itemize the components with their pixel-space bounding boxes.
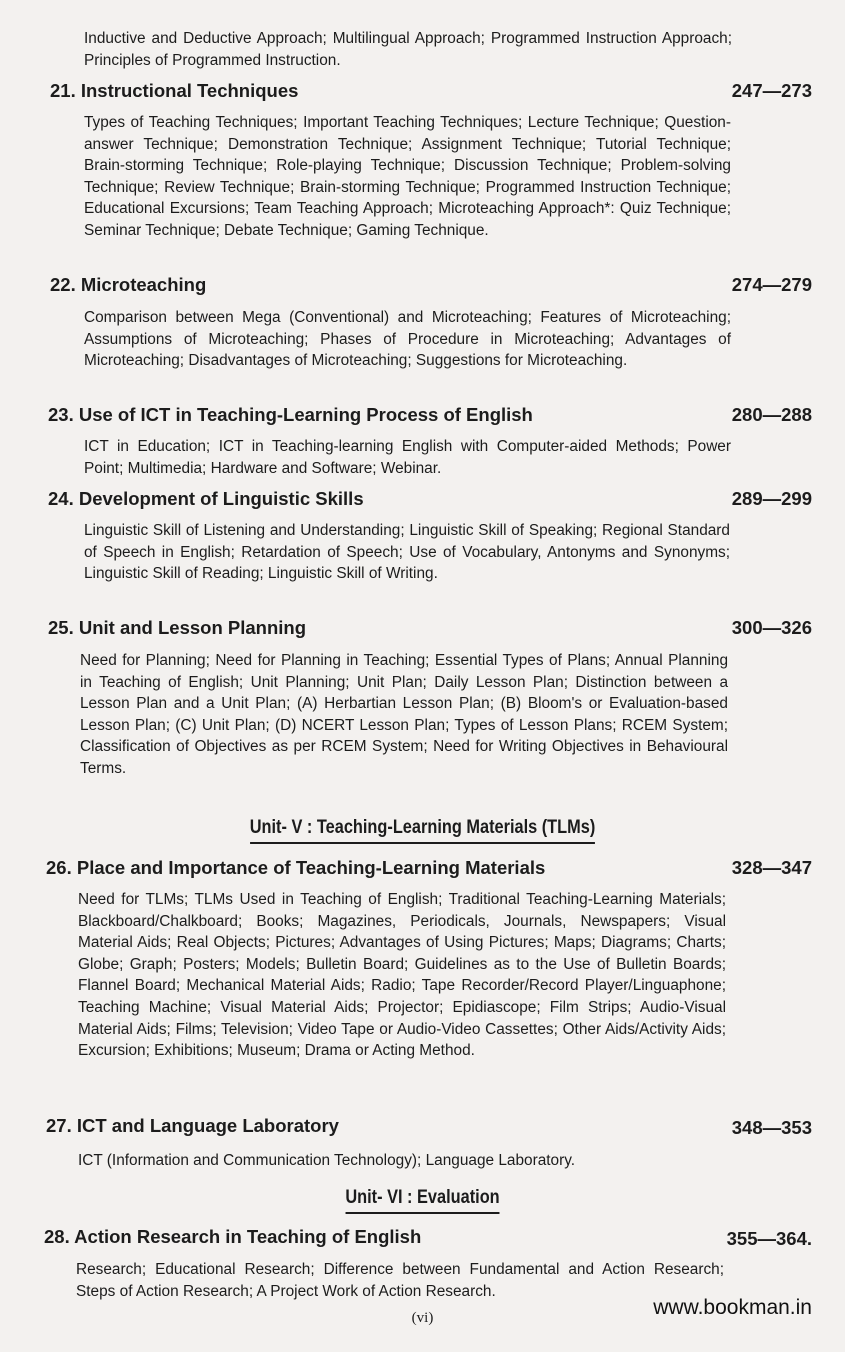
entry-28-pages: 355—364. <box>726 1228 812 1249</box>
entry-26-pages: 328—347 <box>731 857 812 878</box>
entry-22-description: Comparison between Mega (Conventional) and Microteaching; Features of Microteaching; Assumptions of Microteaching; Phases of Procedure in Microteaching; Advantages of Microteaching; Disadvantages of Microteaching; Suggestions for Microteaching. <box>84 309 731 370</box>
entry-28-title: 28. Action Research in Teaching of English <box>44 1226 422 1247</box>
unit-vi-heading <box>59 1186 786 1214</box>
entry-21-title: 21. Instructional Techniques <box>50 80 299 101</box>
entry-25-description: Need for Planning; Need for Planning in Teaching; Essential Types of Plans; Annual Planning in Teaching of English; Unit Planning; Unit Plan; Daily Lesson Plan; Distinction between a Lesson Plan and a Unit Plan; (A) Herbartian Lesson Plan; (B) Bloom's or Evaluation-based Lesson Plan; (C) Unit Plan; (D) NCERT Lesson Plan; Types of Lesson Plans; RCEM System; Classification of Objectives as per RCEM System; Need for Writing Objectives in Behavioural Terms. <box>80 652 728 777</box>
entry-26-title: 26. Place and Importance of Teaching-Learning Materials <box>46 857 546 878</box>
entry-24-pages: 289—299 <box>731 488 812 509</box>
entry-21-description: Types of Teaching Techniques; Important Teaching Techniques; Lecture Technique; Question-answer Technique; Demonstration Technique; Assignment Technique; Tutorial Technique; Brain-storming Technique; Role-playing Technique; Discussion Technique; Problem-solving Technique; Review Technique; Brain-storming Technique; Programmed Instruction Technique; Educational Excursions; Team Teaching Approach; Microteaching Approach*: Quiz Technique; Seminar Technique; Debate Technique; Gaming Technique. <box>84 114 731 239</box>
website-link[interactable]: www.bookman.in <box>653 1296 812 1319</box>
unit-v-heading <box>59 816 786 844</box>
entry-22-pages: 274—279 <box>731 274 812 295</box>
entry-26-description: Need for TLMs; TLMs Used in Teaching of English; Traditional Teaching-Learning Materials; Blackboard/Chalkboard; Books; Magazines, Periodicals, Journals, Newspapers; Visual Material Aids; Real Objects; Pictures; Advantages of Using Pictures; Maps; Diagrams; Charts; Globe; Graph; Posters; Models; Bulletin Board; Guidelines as to the Use of Bulletin Boards; Flannel Board; Mechanical Material Aids; Radio; Tape Recorder/Record Player/Linguaphone; Teaching Machine; Visual Material Aids; Projector; Epidiascope; Film Strips; Audio-Visual Material Aids; Films; Television; Video Tape or Audio-Video Cassettes; Other Aids/Activity Aids; Excursion; Exhibitions; Museum; Drama or Acting Method. <box>78 891 726 1060</box>
unit-vi-heading-text: Unit- VI : Evaluation <box>345 1186 499 1214</box>
entry-24-title: 24. Development of Linguistic Skills <box>48 488 364 509</box>
entry-21-pages: 247—273 <box>731 80 812 101</box>
page-number: (vi) <box>411 1310 434 1326</box>
entry-27-title: 27. ICT and Language Laboratory <box>46 1115 339 1136</box>
entry-24-description: Linguistic Skill of Listening and Understanding; Linguistic Skill of Speaking; Regional Standard of Speech in English; Retardation of Speech; Use of Vocabulary, Antonyms and Synonyms; Linguistic Skill of Reading; Linguistic Skill of Writing. <box>84 522 730 583</box>
entry-20-description: Inductive and Deductive Approach; Multilingual Approach; Programmed Instruction Approach; Principles of Programmed Instruction. <box>84 30 732 69</box>
entry-27-description: ICT (Information and Communication Technology); Language Laboratory. <box>78 1152 576 1169</box>
unit-v-heading-text: Unit- V : Teaching-Learning Materials (TLMs) <box>250 816 596 844</box>
entry-23-description: ICT in Education; ICT in Teaching-learning English with Computer-aided Methods; Power Point; Multimedia; Hardware and Software; Webinar. <box>84 438 731 477</box>
entry-23-title: 23. Use of ICT in Teaching-Learning Process of English <box>48 404 533 425</box>
entry-23-pages: 280—288 <box>731 404 812 425</box>
entry-27-pages: 348—353 <box>731 1117 812 1138</box>
entry-25-pages: 300—326 <box>731 617 812 638</box>
entry-25-title: 25. Unit and Lesson Planning <box>48 617 307 638</box>
entry-22-title: 22. Microteaching <box>50 274 207 295</box>
entry-28-description: Research; Educational Research; Difference between Fundamental and Action Research; Steps of Action Research; A Project Work of Action Research. <box>76 1261 724 1300</box>
